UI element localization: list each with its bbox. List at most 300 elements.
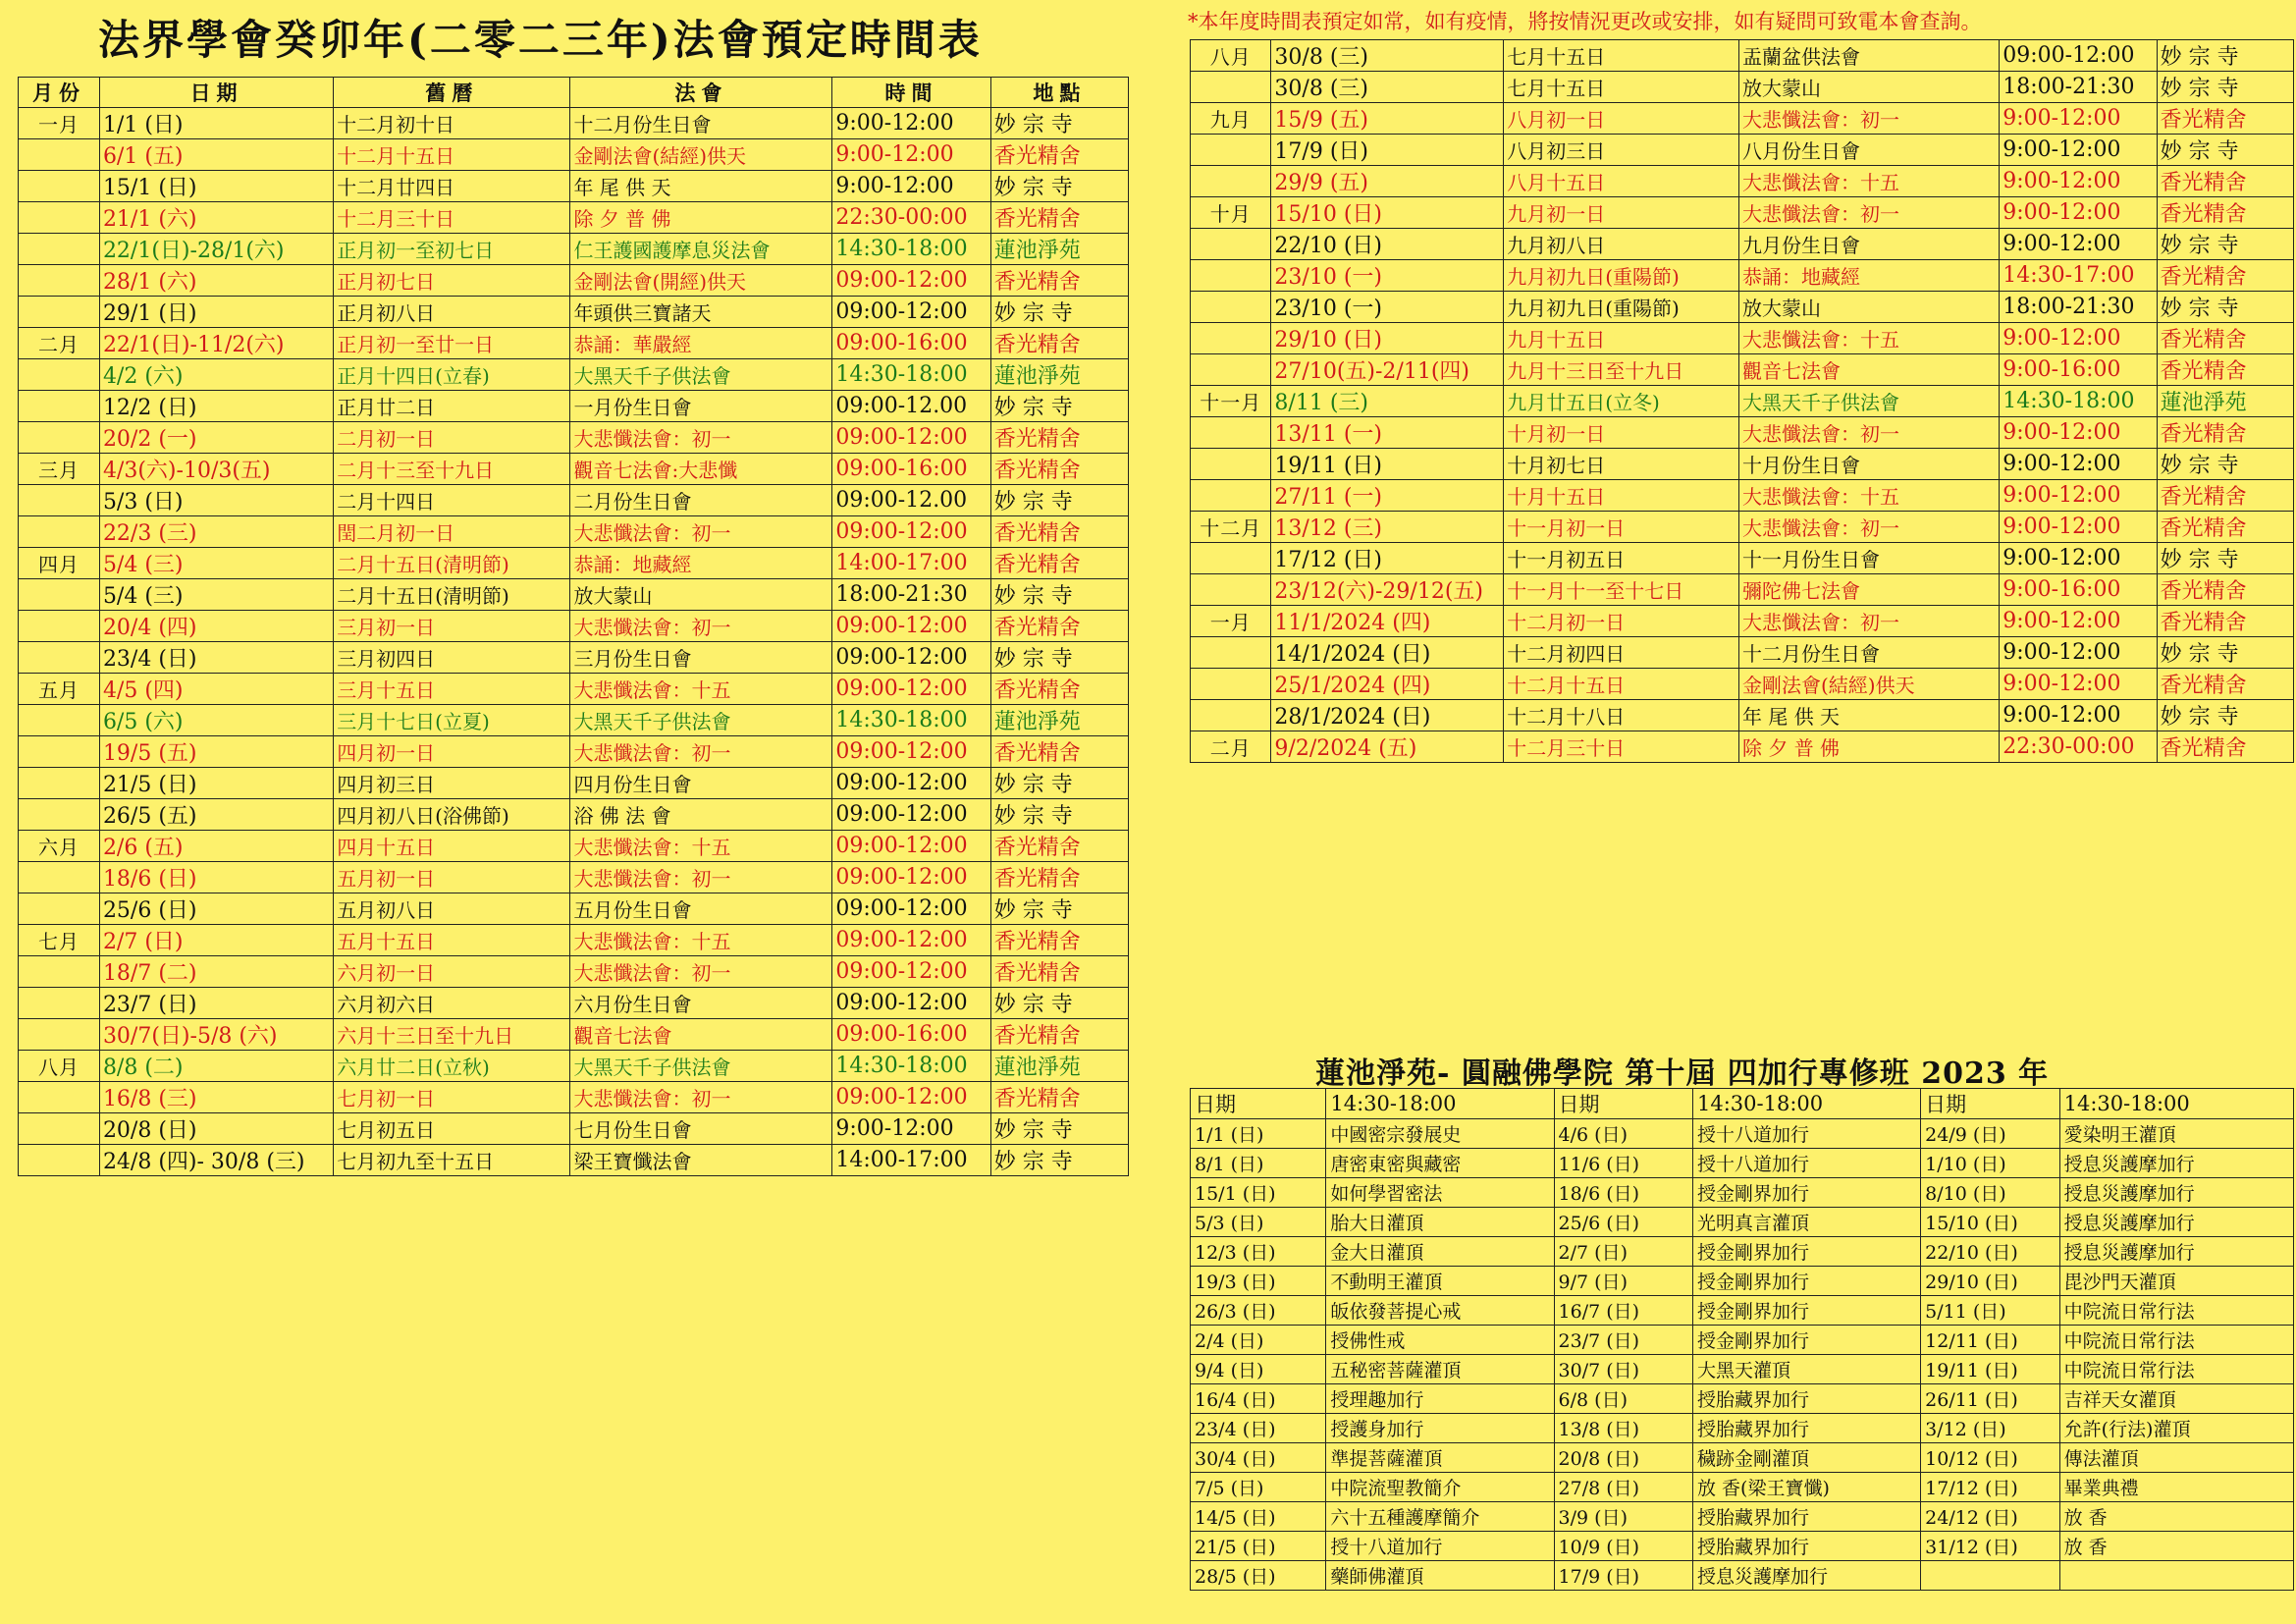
header-place: 地點 — [990, 78, 1128, 108]
cell-month — [19, 1113, 100, 1145]
cell-time: 18:00-21:30 — [832, 579, 990, 611]
cell-lunar: 十月十五日 — [1504, 480, 1739, 512]
cell-place: 香光精舍 — [990, 265, 1128, 297]
course-topic — [2059, 1561, 2293, 1591]
cell-lunar: 二月十五日(清明節) — [334, 548, 570, 579]
cell-date: 15/10 (日) — [1271, 197, 1504, 229]
cell-time: 09:00-12:00 — [832, 831, 990, 862]
cell-lunar: 正月十四日(立春) — [334, 359, 570, 391]
course-topic: 皈依發菩提心戒 — [1326, 1296, 1554, 1326]
schedule-row — [19, 893, 1129, 925]
cell-month — [19, 485, 100, 516]
cell-lunar: 十二月初十日 — [334, 108, 570, 139]
cell-event: 四月份生日會 — [570, 768, 832, 799]
cell-lunar: 十二月初四日 — [1504, 637, 1739, 669]
course-date: 10/9 (日) — [1554, 1532, 1692, 1561]
cell-place: 妙 宗 寺 — [990, 1145, 1128, 1176]
schedule-row — [19, 768, 1129, 799]
cell-place: 香光精舍 — [2157, 323, 2293, 354]
cell-time: 09:00-12:00 — [832, 893, 990, 925]
notice-text: *本年度時間表預定如常，如有疫情，將按情況更改或安排，如有疑問可致電本會查詢。 — [1188, 10, 1982, 33]
cell-place: 香光精舍 — [990, 925, 1128, 956]
course-topic: 畢業典禮 — [2059, 1473, 2293, 1502]
cell-event: 大悲懺法會：初一 — [570, 422, 832, 454]
course-row — [1191, 1237, 2294, 1267]
cell-event: 放大蒙山 — [1738, 292, 1999, 323]
schedule-row — [19, 265, 1129, 297]
cell-date: 25/6 (日) — [99, 893, 333, 925]
cell-time: 09:00-12:00 — [832, 674, 990, 705]
cell-lunar: 十二月三十日 — [1504, 731, 1739, 763]
cell-time: 09:00-12:00 — [832, 422, 990, 454]
cell-place: 妙 宗 寺 — [990, 579, 1128, 611]
course-topic: 授息災護摩加行 — [1693, 1561, 1921, 1591]
cell-month: 四月 — [19, 548, 100, 579]
cell-month — [19, 359, 100, 391]
cell-time: 14:00-17:00 — [832, 1145, 990, 1176]
course-topic: 中院流日常行法 — [2059, 1296, 2293, 1326]
cell-place: 香光精舍 — [2157, 480, 2293, 512]
cell-event: 二月份生日會 — [570, 485, 832, 516]
schedule-row — [1191, 543, 2294, 574]
cell-event: 浴 佛 法 會 — [570, 799, 832, 831]
cell-lunar: 二月十四日 — [334, 485, 570, 516]
cell-month — [1191, 354, 1271, 386]
cell-month: 十一月 — [1191, 386, 1271, 417]
cell-date: 15/1 (日) — [99, 171, 333, 202]
cell-lunar: 十二月十五日 — [334, 139, 570, 171]
cell-event: 十月份生日會 — [1738, 449, 1999, 480]
cell-event: 十一月份生日會 — [1738, 543, 1999, 574]
schedule-row — [1191, 292, 2294, 323]
cell-date: 20/2 (一) — [99, 422, 333, 454]
cell-event: 七月份生日會 — [570, 1113, 832, 1145]
course-row — [1191, 1149, 2294, 1178]
course-topic: 金大日灌頂 — [1326, 1237, 1554, 1267]
schedule-row — [1191, 731, 2294, 763]
schedule-row — [1191, 637, 2294, 669]
schedule-row — [1191, 480, 2294, 512]
cell-place: 香光精舍 — [990, 1019, 1128, 1051]
cell-date: 4/5 (四) — [99, 674, 333, 705]
schedule-table-left — [18, 77, 1129, 1176]
cell-date: 20/4 (四) — [99, 611, 333, 642]
course-topic: 五秘密菩薩灌頂 — [1326, 1355, 1554, 1384]
schedule-row — [1191, 72, 2294, 103]
cell-time: 09:00-16:00 — [832, 328, 990, 359]
cell-time: 18:00-21:30 — [2000, 72, 2157, 103]
course-date: 2/7 (日) — [1554, 1237, 1692, 1267]
course-date: 1/10 (日) — [1921, 1149, 2059, 1178]
course-topic: 放 香 — [2059, 1502, 2293, 1532]
cell-lunar: 十二月十八日 — [1504, 700, 1739, 731]
schedule-row — [19, 956, 1129, 988]
cell-place: 蓮池淨苑 — [990, 1051, 1128, 1082]
cell-event: 六月份生日會 — [570, 988, 832, 1019]
cell-event: 大悲懺法會：十五 — [570, 674, 832, 705]
cell-date: 6/5 (六) — [99, 705, 333, 736]
cell-time: 09:00-12:00 — [832, 297, 990, 328]
cell-lunar: 九月初八日 — [1504, 229, 1739, 260]
cell-time: 9:00-12:00 — [2000, 512, 2157, 543]
cell-time: 9:00-12:00 — [2000, 135, 2157, 166]
cell-lunar: 九月初九日(重陽節) — [1504, 260, 1739, 292]
cell-time: 9:00-12:00 — [2000, 449, 2157, 480]
cell-month — [19, 579, 100, 611]
cell-date: 14/1/2024 (日) — [1271, 637, 1504, 669]
cell-time: 09:00-12:00 — [832, 265, 990, 297]
cell-time: 14:30-18:00 — [832, 359, 990, 391]
course-row — [1191, 1384, 2294, 1414]
course-date: 26/3 (日) — [1191, 1296, 1326, 1326]
cell-date: 8/11 (三) — [1271, 386, 1504, 417]
cell-lunar: 二月十三至十九日 — [334, 454, 570, 485]
schedule-row — [19, 1145, 1129, 1176]
cell-place: 妙 宗 寺 — [990, 893, 1128, 925]
cell-event: 彌陀佛七法會 — [1738, 574, 1999, 606]
course-topic: 授理趣加行 — [1326, 1384, 1554, 1414]
schedule-row — [1191, 449, 2294, 480]
cell-place: 香光精舍 — [990, 548, 1128, 579]
cell-date: 23/10 (一) — [1271, 260, 1504, 292]
course-date: 9/7 (日) — [1554, 1267, 1692, 1296]
cell-event: 盂蘭盆供法會 — [1738, 40, 1999, 72]
course-row — [1191, 1355, 2294, 1384]
cell-place: 香光精舍 — [990, 862, 1128, 893]
cell-lunar: 七月十五日 — [1504, 72, 1739, 103]
cell-date: 17/9 (日) — [1271, 135, 1504, 166]
cell-time: 22:30-00:00 — [2000, 731, 2157, 763]
cell-event: 八月份生日會 — [1738, 135, 1999, 166]
course-topic: 授金剛界加行 — [1693, 1267, 1921, 1296]
schedule-row — [19, 516, 1129, 548]
course-row — [1191, 1473, 2294, 1502]
cell-event: 除 夕 普 佛 — [570, 202, 832, 234]
course-row — [1191, 1178, 2294, 1208]
cell-event: 恭誦：地藏經 — [1738, 260, 1999, 292]
cell-date: 29/1 (日) — [99, 297, 333, 328]
course-date: 6/8 (日) — [1554, 1384, 1692, 1414]
cell-date: 25/1/2024 (四) — [1271, 669, 1504, 700]
cell-month — [1191, 669, 1271, 700]
course-date: 23/7 (日) — [1554, 1326, 1692, 1355]
cell-time: 14:30-18:00 — [2000, 386, 2157, 417]
course-date: 3/12 (日) — [1921, 1414, 2059, 1443]
cell-lunar: 六月十三日至十九日 — [334, 1019, 570, 1051]
cell-lunar: 八月初一日 — [1504, 103, 1739, 135]
cell-date: 27/11 (一) — [1271, 480, 1504, 512]
course-date: 17/12 (日) — [1921, 1473, 2059, 1502]
cell-time: 09:00-12:00 — [832, 988, 990, 1019]
cell-place: 香光精舍 — [2157, 197, 2293, 229]
cell-lunar: 十二月十五日 — [1504, 669, 1739, 700]
cell-lunar: 五月初八日 — [334, 893, 570, 925]
cell-event: 大黑天千子供法會 — [1738, 386, 1999, 417]
cell-date: 11/1/2024 (四) — [1271, 606, 1504, 637]
cell-date: 29/9 (五) — [1271, 166, 1504, 197]
cell-date: 5/4 (三) — [99, 548, 333, 579]
cell-date: 5/3 (日) — [99, 485, 333, 516]
cell-time: 09:00-12:00 — [832, 736, 990, 768]
cell-time: 14:30-18:00 — [832, 705, 990, 736]
schedule-row — [1191, 197, 2294, 229]
cell-event: 年 尾 供 天 — [1738, 700, 1999, 731]
cell-date: 4/3(六)-10/3(五) — [99, 454, 333, 485]
course-date: 29/10 (日) — [1921, 1267, 2059, 1296]
cell-place: 香光精舍 — [990, 454, 1128, 485]
schedule-row — [19, 831, 1129, 862]
schedule-row — [1191, 417, 2294, 449]
cell-place: 妙 宗 寺 — [990, 108, 1128, 139]
cell-time: 09:00-12:00 — [832, 799, 990, 831]
schedule-row — [19, 862, 1129, 893]
schedule-row — [19, 328, 1129, 359]
course-row — [1191, 1119, 2294, 1149]
cell-month — [19, 1019, 100, 1051]
schedule-body-right — [1191, 40, 2294, 763]
cell-lunar: 七月十五日 — [1504, 40, 1739, 72]
course-topic: 授佛性戒 — [1326, 1326, 1554, 1355]
cell-time: 9:00-12:00 — [2000, 637, 2157, 669]
cell-month — [19, 234, 100, 265]
schedule-row — [1191, 229, 2294, 260]
cell-lunar: 六月初六日 — [334, 988, 570, 1019]
cell-lunar: 正月初一至廿一日 — [334, 328, 570, 359]
course-date: 3/9 (日) — [1554, 1502, 1692, 1532]
cell-place: 妙 宗 寺 — [2157, 292, 2293, 323]
course-topic: 授金剛界加行 — [1693, 1237, 1921, 1267]
cell-time: 22:30-00:00 — [832, 202, 990, 234]
cell-lunar: 十月初一日 — [1504, 417, 1739, 449]
course-row — [1191, 1414, 2294, 1443]
cell-month — [1191, 637, 1271, 669]
cell-date: 1/1 (日) — [99, 108, 333, 139]
cell-lunar: 十一月初五日 — [1504, 543, 1739, 574]
schedule-row — [19, 736, 1129, 768]
schedule-row — [19, 108, 1129, 139]
cell-time: 14:30-18:00 — [832, 234, 990, 265]
cell-month — [19, 642, 100, 674]
cell-lunar: 九月廿五日(立冬) — [1504, 386, 1739, 417]
course-date: 26/11 (日) — [1921, 1384, 2059, 1414]
cell-time: 09:00-12.00 — [832, 485, 990, 516]
schedule-row — [1191, 40, 2294, 72]
schedule-row — [19, 579, 1129, 611]
course-topic: 吉祥天女灌頂 — [2059, 1384, 2293, 1414]
course-date: 4/6 (日) — [1554, 1119, 1692, 1149]
header-date: 日期 — [99, 78, 333, 108]
cell-month — [1191, 574, 1271, 606]
course-header-row — [1191, 1089, 2294, 1119]
course-topic: 毘沙門天灌頂 — [2059, 1267, 2293, 1296]
cell-date: 23/10 (一) — [1271, 292, 1504, 323]
cell-event: 大悲懺法會：初一 — [570, 736, 832, 768]
cell-month — [19, 516, 100, 548]
course-topic: 授胎藏界加行 — [1693, 1532, 1921, 1561]
cell-event: 觀音七法會 — [1738, 354, 1999, 386]
cell-event: 大悲懺法會：初一 — [1738, 606, 1999, 637]
cell-date: 23/4 (日) — [99, 642, 333, 674]
cell-lunar: 二月十五日(清明節) — [334, 579, 570, 611]
cell-place: 香光精舍 — [2157, 354, 2293, 386]
cell-lunar: 十月初七日 — [1504, 449, 1739, 480]
course-topic: 授息災護摩加行 — [2059, 1237, 2293, 1267]
cell-event: 大悲懺法會：初一 — [1738, 512, 1999, 543]
cell-month: 八月 — [1191, 40, 1271, 72]
header-event: 法會 — [570, 78, 832, 108]
cell-event: 除 夕 普 佛 — [1738, 731, 1999, 763]
cell-date: 15/9 (五) — [1271, 103, 1504, 135]
course-date: 18/6 (日) — [1554, 1178, 1692, 1208]
cell-date: 5/4 (三) — [99, 579, 333, 611]
cell-month — [19, 799, 100, 831]
cell-place: 香光精舍 — [990, 328, 1128, 359]
course-date: 19/3 (日) — [1191, 1267, 1326, 1296]
cell-month: 八月 — [19, 1051, 100, 1082]
cell-date: 29/10 (日) — [1271, 323, 1504, 354]
cell-time: 14:30-18:00 — [832, 1051, 990, 1082]
cell-month — [19, 391, 100, 422]
cell-place: 蓮池淨苑 — [990, 234, 1128, 265]
course-date: 11/6 (日) — [1554, 1149, 1692, 1178]
cell-event: 大悲懺法會：十五 — [570, 831, 832, 862]
cell-lunar: 正月初一至初七日 — [334, 234, 570, 265]
course-date: 16/4 (日) — [1191, 1384, 1326, 1414]
cell-place: 香光精舍 — [990, 422, 1128, 454]
cell-place: 妙 宗 寺 — [990, 642, 1128, 674]
cell-lunar: 六月廿二日(立秋) — [334, 1051, 570, 1082]
course-date: 5/3 (日) — [1191, 1208, 1326, 1237]
course-header-date: 日期 — [1191, 1089, 1326, 1119]
schedule-table-right — [1190, 39, 2294, 763]
cell-place: 香光精舍 — [990, 139, 1128, 171]
schedule-row — [19, 548, 1129, 579]
course-date: 31/12 (日) — [1921, 1532, 2059, 1561]
cell-date: 20/8 (日) — [99, 1113, 333, 1145]
course-topic: 穢跡金剛灌頂 — [1693, 1443, 1921, 1473]
course-header-time: 14:30-18:00 — [2059, 1089, 2293, 1119]
cell-lunar: 十二月廿四日 — [334, 171, 570, 202]
cell-time: 9:00-12:00 — [832, 108, 990, 139]
cell-place: 香光精舍 — [990, 1082, 1128, 1113]
cell-month — [1191, 260, 1271, 292]
cell-month — [19, 956, 100, 988]
cell-time: 09:00-12:00 — [2000, 40, 2157, 72]
schedule-row — [19, 1113, 1129, 1145]
cell-place: 香光精舍 — [990, 736, 1128, 768]
cell-time: 9:00-12:00 — [2000, 606, 2157, 637]
schedule-row — [19, 799, 1129, 831]
course-topic: 愛染明王灌頂 — [2059, 1119, 2293, 1149]
cell-place: 蓮池淨苑 — [2157, 386, 2293, 417]
cell-month — [19, 611, 100, 642]
course-date: 16/7 (日) — [1554, 1296, 1692, 1326]
cell-time: 09:00-12:00 — [832, 516, 990, 548]
cell-event: 大悲懺法會：十五 — [570, 925, 832, 956]
cell-lunar: 四月初一日 — [334, 736, 570, 768]
cell-lunar: 四月十五日 — [334, 831, 570, 862]
cell-event: 放大蒙山 — [1738, 72, 1999, 103]
cell-month — [19, 139, 100, 171]
cell-place: 香光精舍 — [2157, 103, 2293, 135]
course-date: 21/5 (日) — [1191, 1532, 1326, 1561]
cell-event: 觀音七法會 — [570, 1019, 832, 1051]
course-row — [1191, 1326, 2294, 1355]
schedule-row — [1191, 260, 2294, 292]
cell-month — [19, 171, 100, 202]
cell-place: 香光精舍 — [990, 674, 1128, 705]
course-topic: 授金剛界加行 — [1693, 1178, 1921, 1208]
schedule-header-row — [19, 78, 1129, 108]
cell-place: 妙 宗 寺 — [990, 171, 1128, 202]
cell-lunar: 十一月初一日 — [1504, 512, 1739, 543]
cell-date: 26/5 (五) — [99, 799, 333, 831]
schedule-row — [19, 611, 1129, 642]
cell-time: 9:00-12:00 — [832, 171, 990, 202]
cell-place: 香光精舍 — [990, 611, 1128, 642]
cell-date: 16/8 (三) — [99, 1082, 333, 1113]
cell-place: 妙 宗 寺 — [2157, 543, 2293, 574]
course-date: 25/6 (日) — [1554, 1208, 1692, 1237]
course-row — [1191, 1443, 2294, 1473]
cell-month — [19, 705, 100, 736]
cell-event: 梁王寶懺法會 — [570, 1145, 832, 1176]
cell-date: 21/5 (日) — [99, 768, 333, 799]
cell-date: 30/8 (三) — [1271, 72, 1504, 103]
cell-place: 妙 宗 寺 — [2157, 72, 2293, 103]
cell-month — [19, 862, 100, 893]
cell-place: 妙 宗 寺 — [2157, 637, 2293, 669]
cell-time: 9:00-12:00 — [2000, 197, 2157, 229]
cell-month: 九月 — [1191, 103, 1271, 135]
cell-lunar: 七月初九至十五日 — [334, 1145, 570, 1176]
cell-month: 三月 — [19, 454, 100, 485]
cell-month: 五月 — [19, 674, 100, 705]
cell-event: 金剛法會(開經)供天 — [570, 265, 832, 297]
cell-date: 18/6 (日) — [99, 862, 333, 893]
cell-place: 妙 宗 寺 — [990, 391, 1128, 422]
course-topic: 如何學習密法 — [1326, 1178, 1554, 1208]
cell-place: 妙 宗 寺 — [2157, 449, 2293, 480]
cell-month — [1191, 449, 1271, 480]
cell-lunar: 二月初一日 — [334, 422, 570, 454]
course-topic: 授息災護摩加行 — [2059, 1178, 2293, 1208]
course-topic: 傳法灌頂 — [2059, 1443, 2293, 1473]
course-date: 14/5 (日) — [1191, 1502, 1326, 1532]
cell-month — [1191, 480, 1271, 512]
course-topic: 六十五種護摩簡介 — [1326, 1502, 1554, 1532]
course-date: 7/5 (日) — [1191, 1473, 1326, 1502]
cell-place: 妙 宗 寺 — [990, 988, 1128, 1019]
cell-event: 大悲懺法會：初一 — [570, 1082, 832, 1113]
cell-place: 蓮池淨苑 — [990, 359, 1128, 391]
cell-event: 十二月份生日會 — [570, 108, 832, 139]
course-date: 9/4 (日) — [1191, 1355, 1326, 1384]
cell-event: 大黑天千子供法會 — [570, 359, 832, 391]
cell-time: 14:00-17:00 — [832, 548, 990, 579]
schedule-row — [1191, 386, 2294, 417]
cell-time: 9:00-12:00 — [2000, 229, 2157, 260]
cell-lunar: 九月十三日至十九日 — [1504, 354, 1739, 386]
cell-month — [19, 988, 100, 1019]
cell-event: 三月份生日會 — [570, 642, 832, 674]
cell-place: 香光精舍 — [2157, 166, 2293, 197]
course-topic: 中院流日常行法 — [2059, 1355, 2293, 1384]
cell-lunar: 三月十七日(立夏) — [334, 705, 570, 736]
schedule-row — [19, 359, 1129, 391]
course-topic: 大黑天灌頂 — [1693, 1355, 1921, 1384]
course-date — [1921, 1561, 2059, 1591]
